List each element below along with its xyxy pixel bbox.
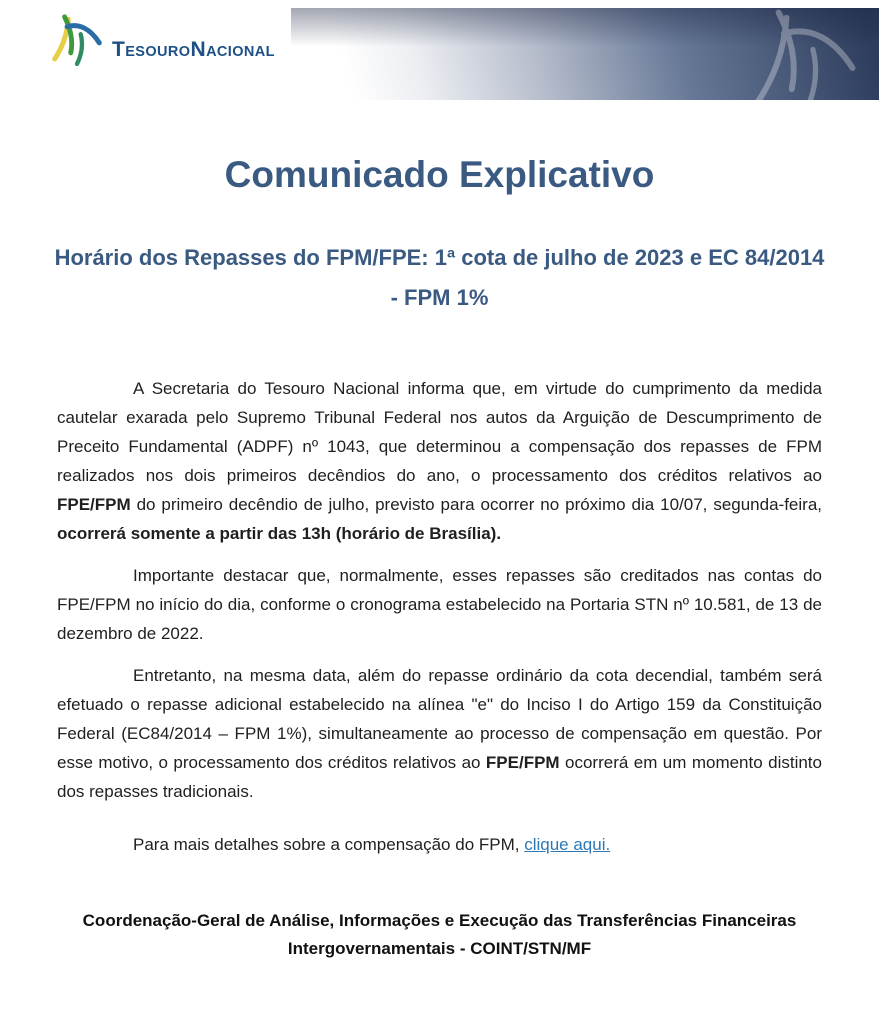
header-banner xyxy=(291,8,879,100)
paragraph-3 xyxy=(57,661,822,806)
text-run: do primeiro decêndio de julho, previsto para ocorrer no próximo dia 10/07, segunda-feira, xyxy=(130,495,822,514)
tesouro-nacional-wordmark xyxy=(112,38,275,62)
paragraph-2 xyxy=(57,561,822,648)
text-run: A Secretaria do Tesouro Nacional informa que, em virtude do cumprimento da medida cautelar exarada pelo Supremo Tribunal Federal nos autos da Arguição de Descumprimento de Preceito Fundamental (ADPF) nº 1043, que determinou a compensação dos repasses de FPM realizados nos dois primeiros decêndios do ano, o processamento dos créditos relativos ao xyxy=(57,379,822,485)
text-run: ocorrerá em um momento distinto dos repasses tradicionais. xyxy=(57,753,822,801)
tesouro-nacional-logo xyxy=(46,10,275,72)
tesouro-star-icon xyxy=(46,10,108,72)
wordmark-t: T xyxy=(112,38,126,61)
bold-text-run: FPE/FPM xyxy=(485,753,560,772)
wordmark-acional: ACIONAL xyxy=(206,44,275,60)
wordmark-n: N xyxy=(190,38,207,61)
header xyxy=(0,0,879,100)
clique-aqui-link[interactable]: clique aqui. xyxy=(524,835,611,854)
page-title: Comunicado Explicativo xyxy=(224,154,655,195)
bold-text-run: ocorrerá somente a partir das 13h (horário de Brasília). xyxy=(57,524,502,543)
document-body xyxy=(0,374,879,859)
text-run: Entretanto, na mesma data, além do repasse ordinário da cota decendial, também será efetuado o repasse adicional estabelecido na alínea "e" do Inciso I do Artigo 159 da Constituição Federal (EC84/2014 – FPM 1%), simultaneamente ao processo de compensação em questão. Por esse motivo, o processamento dos créditos relativos ao xyxy=(57,666,822,772)
details-line xyxy=(57,830,822,859)
text-run: Importante destacar que, normalmente, esses repasses são creditados nas contas do FPE/FPM no início do dia, conforme o cronograma estabelecido na Portaria STN nº 10.581, de 13 de dezembro de 2022. xyxy=(57,566,822,643)
page-subtitle: Horário dos Repasses do FPM/FPE: 1ª cota de julho de 2023 e EC 84/2014 - FPM 1% xyxy=(54,245,825,310)
signature-block: Coordenação-Geral de Análise, Informações e Execução das Transferências Financeiras Intergovernamentais - COINT/STN/MF xyxy=(82,911,797,958)
paragraph-1 xyxy=(57,374,822,548)
document-content xyxy=(0,154,879,963)
wordmark-esouro: ESOURO xyxy=(125,44,191,60)
bold-text-run: FPE/FPM xyxy=(57,495,131,514)
banner-star-icon xyxy=(739,8,871,100)
text-run: Para mais detalhes sobre a compensação do FPM, xyxy=(133,835,525,854)
